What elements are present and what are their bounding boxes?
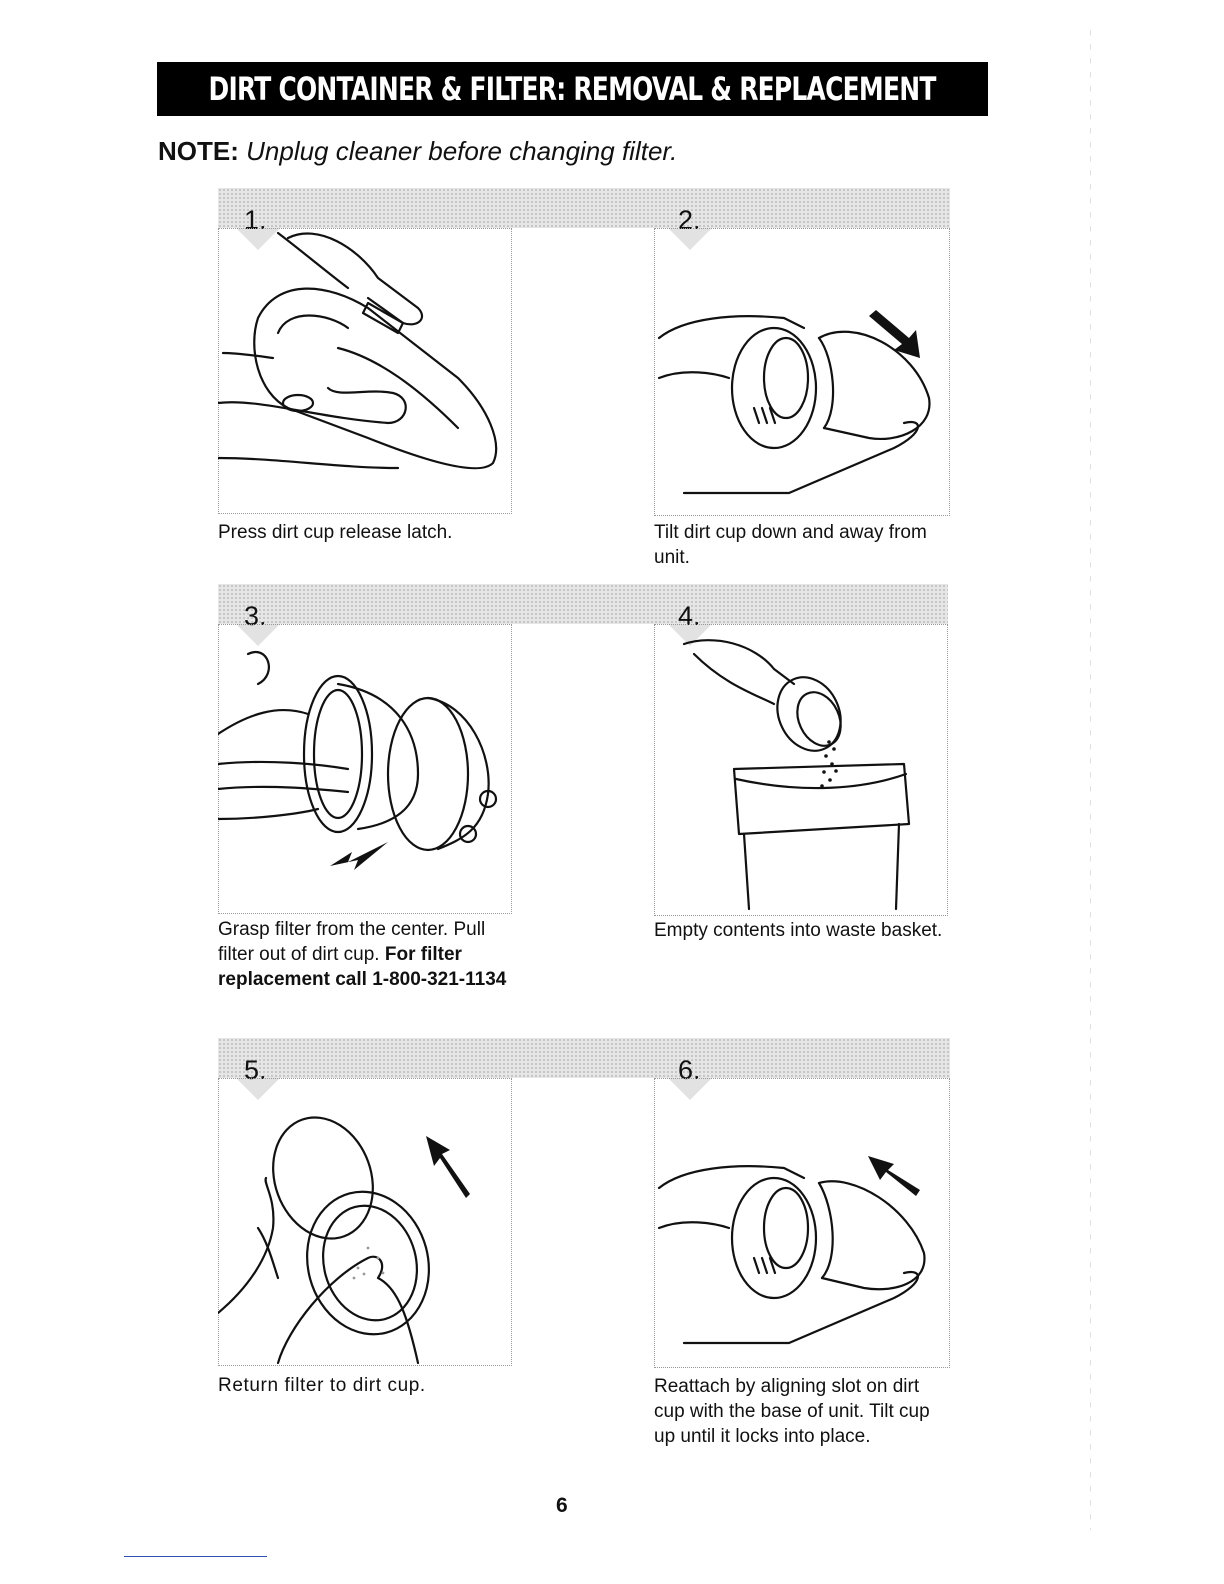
- step-6-number: 6.: [678, 1055, 701, 1085]
- page-edge-marks: [1090, 30, 1091, 1530]
- step-3-number: 3.: [244, 601, 267, 631]
- page-number: 6: [556, 1494, 568, 1517]
- step-3-caption-text: Grasp filter from the center. Pull filter out of dirt cup.: [218, 919, 486, 965]
- section-title: DIRT CONTAINER & FILTER: REMOVAL & REPLACEMENT: [208, 70, 937, 108]
- step-5-number: 5.: [244, 1055, 267, 1085]
- step-6-illustration: [654, 1078, 948, 1366]
- step-2-illustration: [654, 228, 948, 514]
- row-2-band: [218, 584, 948, 624]
- step-4-illustration: [654, 624, 946, 914]
- note: [158, 136, 677, 167]
- step-1-illustration: [218, 228, 510, 512]
- footer-rule: [124, 1556, 267, 1557]
- row-1-band: [218, 188, 950, 228]
- step-4-caption: Empty contents into waste basket.: [654, 920, 943, 941]
- step-2-number: 2.: [678, 205, 701, 235]
- section-title-bar: [157, 62, 988, 116]
- step-5-illustration: [218, 1078, 510, 1364]
- row-3-band: [218, 1038, 950, 1078]
- step-2-caption: Tilt dirt cup down and away from unit.: [654, 522, 927, 568]
- step-6-caption: Reattach by aligning slot on dirt cup with the base of unit. Tilt cup up until it locks into place.: [654, 1376, 930, 1447]
- step-1-caption: Press dirt cup release latch.: [218, 522, 453, 543]
- step-5-caption: Return filter to dirt cup.: [218, 1375, 426, 1396]
- step-4-number: 4.: [678, 601, 701, 631]
- note-label: NOTE:: [158, 136, 239, 166]
- step-1-number: 1.: [244, 205, 267, 235]
- step-3-illustration: [218, 624, 510, 912]
- note-text: Unplug cleaner before changing filter.: [246, 136, 678, 166]
- step-3-caption-phone: For filter replacement call 1-800-321-1134: [218, 944, 507, 990]
- step-3-caption: [218, 917, 518, 992]
